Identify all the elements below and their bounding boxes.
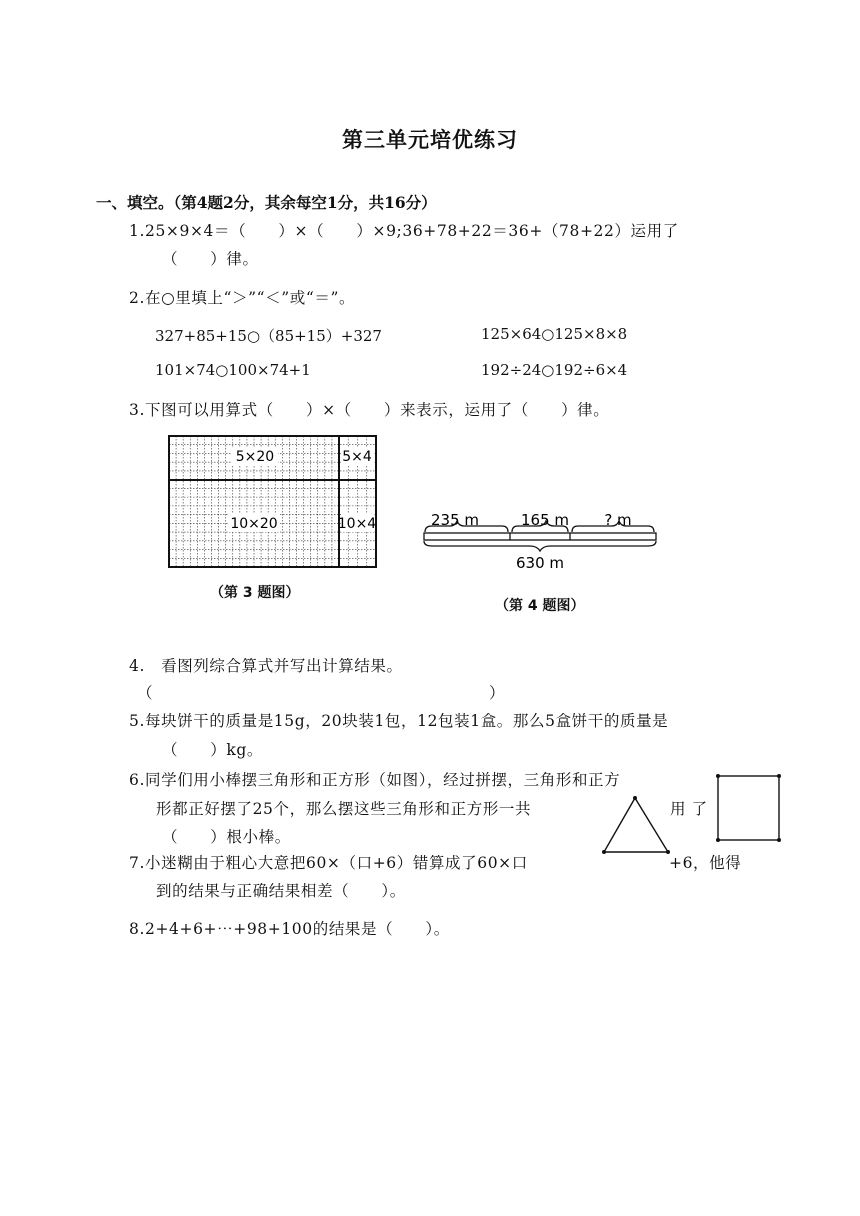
page-title: 第三单元培优练习: [342, 127, 518, 152]
square-figure: [713, 772, 783, 844]
section-heading: 一、填空。（第4题2分，其余每空1分，共16分）: [96, 193, 437, 212]
q6-line1: 6.同学们用小棒摆三角形和正方形（如图），经过拼摆，三角形和正方: [129, 771, 621, 789]
q7-line1-start: 7.小迷糊由于粗心大意把60×（口+6）错算成了60×口: [129, 854, 528, 872]
q3-caption: （第 3 题图）: [210, 585, 300, 601]
q3-stem: 3.下图可以用算式（ ）×（ ）来表示，运用了（ ）律。: [129, 401, 610, 419]
q8-line: 8.2+4+6+⋯+98+100的结果是（ ）。: [129, 920, 450, 938]
q6-line2-start: 形都正好摆了25个，那么摆这些三角形和正方形一共: [156, 800, 532, 818]
q3-grid-figure: [168, 435, 378, 569]
q2-item-1: 327+85+15○（85+15）+327: [155, 327, 382, 345]
segment-label-1: 235 m: [430, 511, 480, 529]
q6-line2-end: 用 了: [670, 800, 708, 818]
q4-caption: （第 4 题图）: [495, 598, 585, 614]
q2-item-3: 101×74○100×74+1: [155, 361, 311, 379]
grid-label-bl: 10×20: [230, 516, 278, 532]
q4-paren-open: （: [137, 684, 154, 702]
segment-label-3: ? m: [604, 511, 632, 529]
q2-stem: 2.在○里填上“＞”“＜”或“＝”。: [129, 289, 356, 307]
q7-line1-end: +6，他得: [669, 854, 742, 872]
q5-line2: （ ）kg。: [162, 741, 264, 759]
grid-label-tr: 5×4: [342, 449, 372, 465]
q2-item-4: 192÷24○192÷6×4: [481, 361, 628, 379]
q4-stem: 4. 看图列综合算式并写出计算结果。: [129, 657, 403, 675]
segment-label-2: 165 m: [520, 511, 570, 529]
q1-line2: （ ）律。: [162, 250, 259, 268]
q4-paren-close: ）: [489, 684, 506, 702]
q1-line1: 1.25×9×4＝（ ）×（ ）×9;36+78+22＝36+（78+22）运用了: [129, 222, 679, 240]
q7-line2: 到的结果与正确结果相差（ ）。: [156, 882, 406, 900]
q2-item-2: 125×64○125×8×8: [481, 325, 628, 343]
triangle-figure: [600, 794, 674, 856]
grid-label-tl: 5×20: [235, 449, 275, 465]
q6-line3: （ ）根小棒。: [162, 828, 291, 846]
total-length-label: 630 m: [515, 554, 565, 572]
q4-line-figure: [420, 505, 660, 575]
grid-label-br: 10×4: [337, 516, 377, 532]
q5-line1: 5.每块饼干的质量是15g，20块装1包，12包装1盒。那么5盒饼干的质量是: [129, 712, 669, 730]
